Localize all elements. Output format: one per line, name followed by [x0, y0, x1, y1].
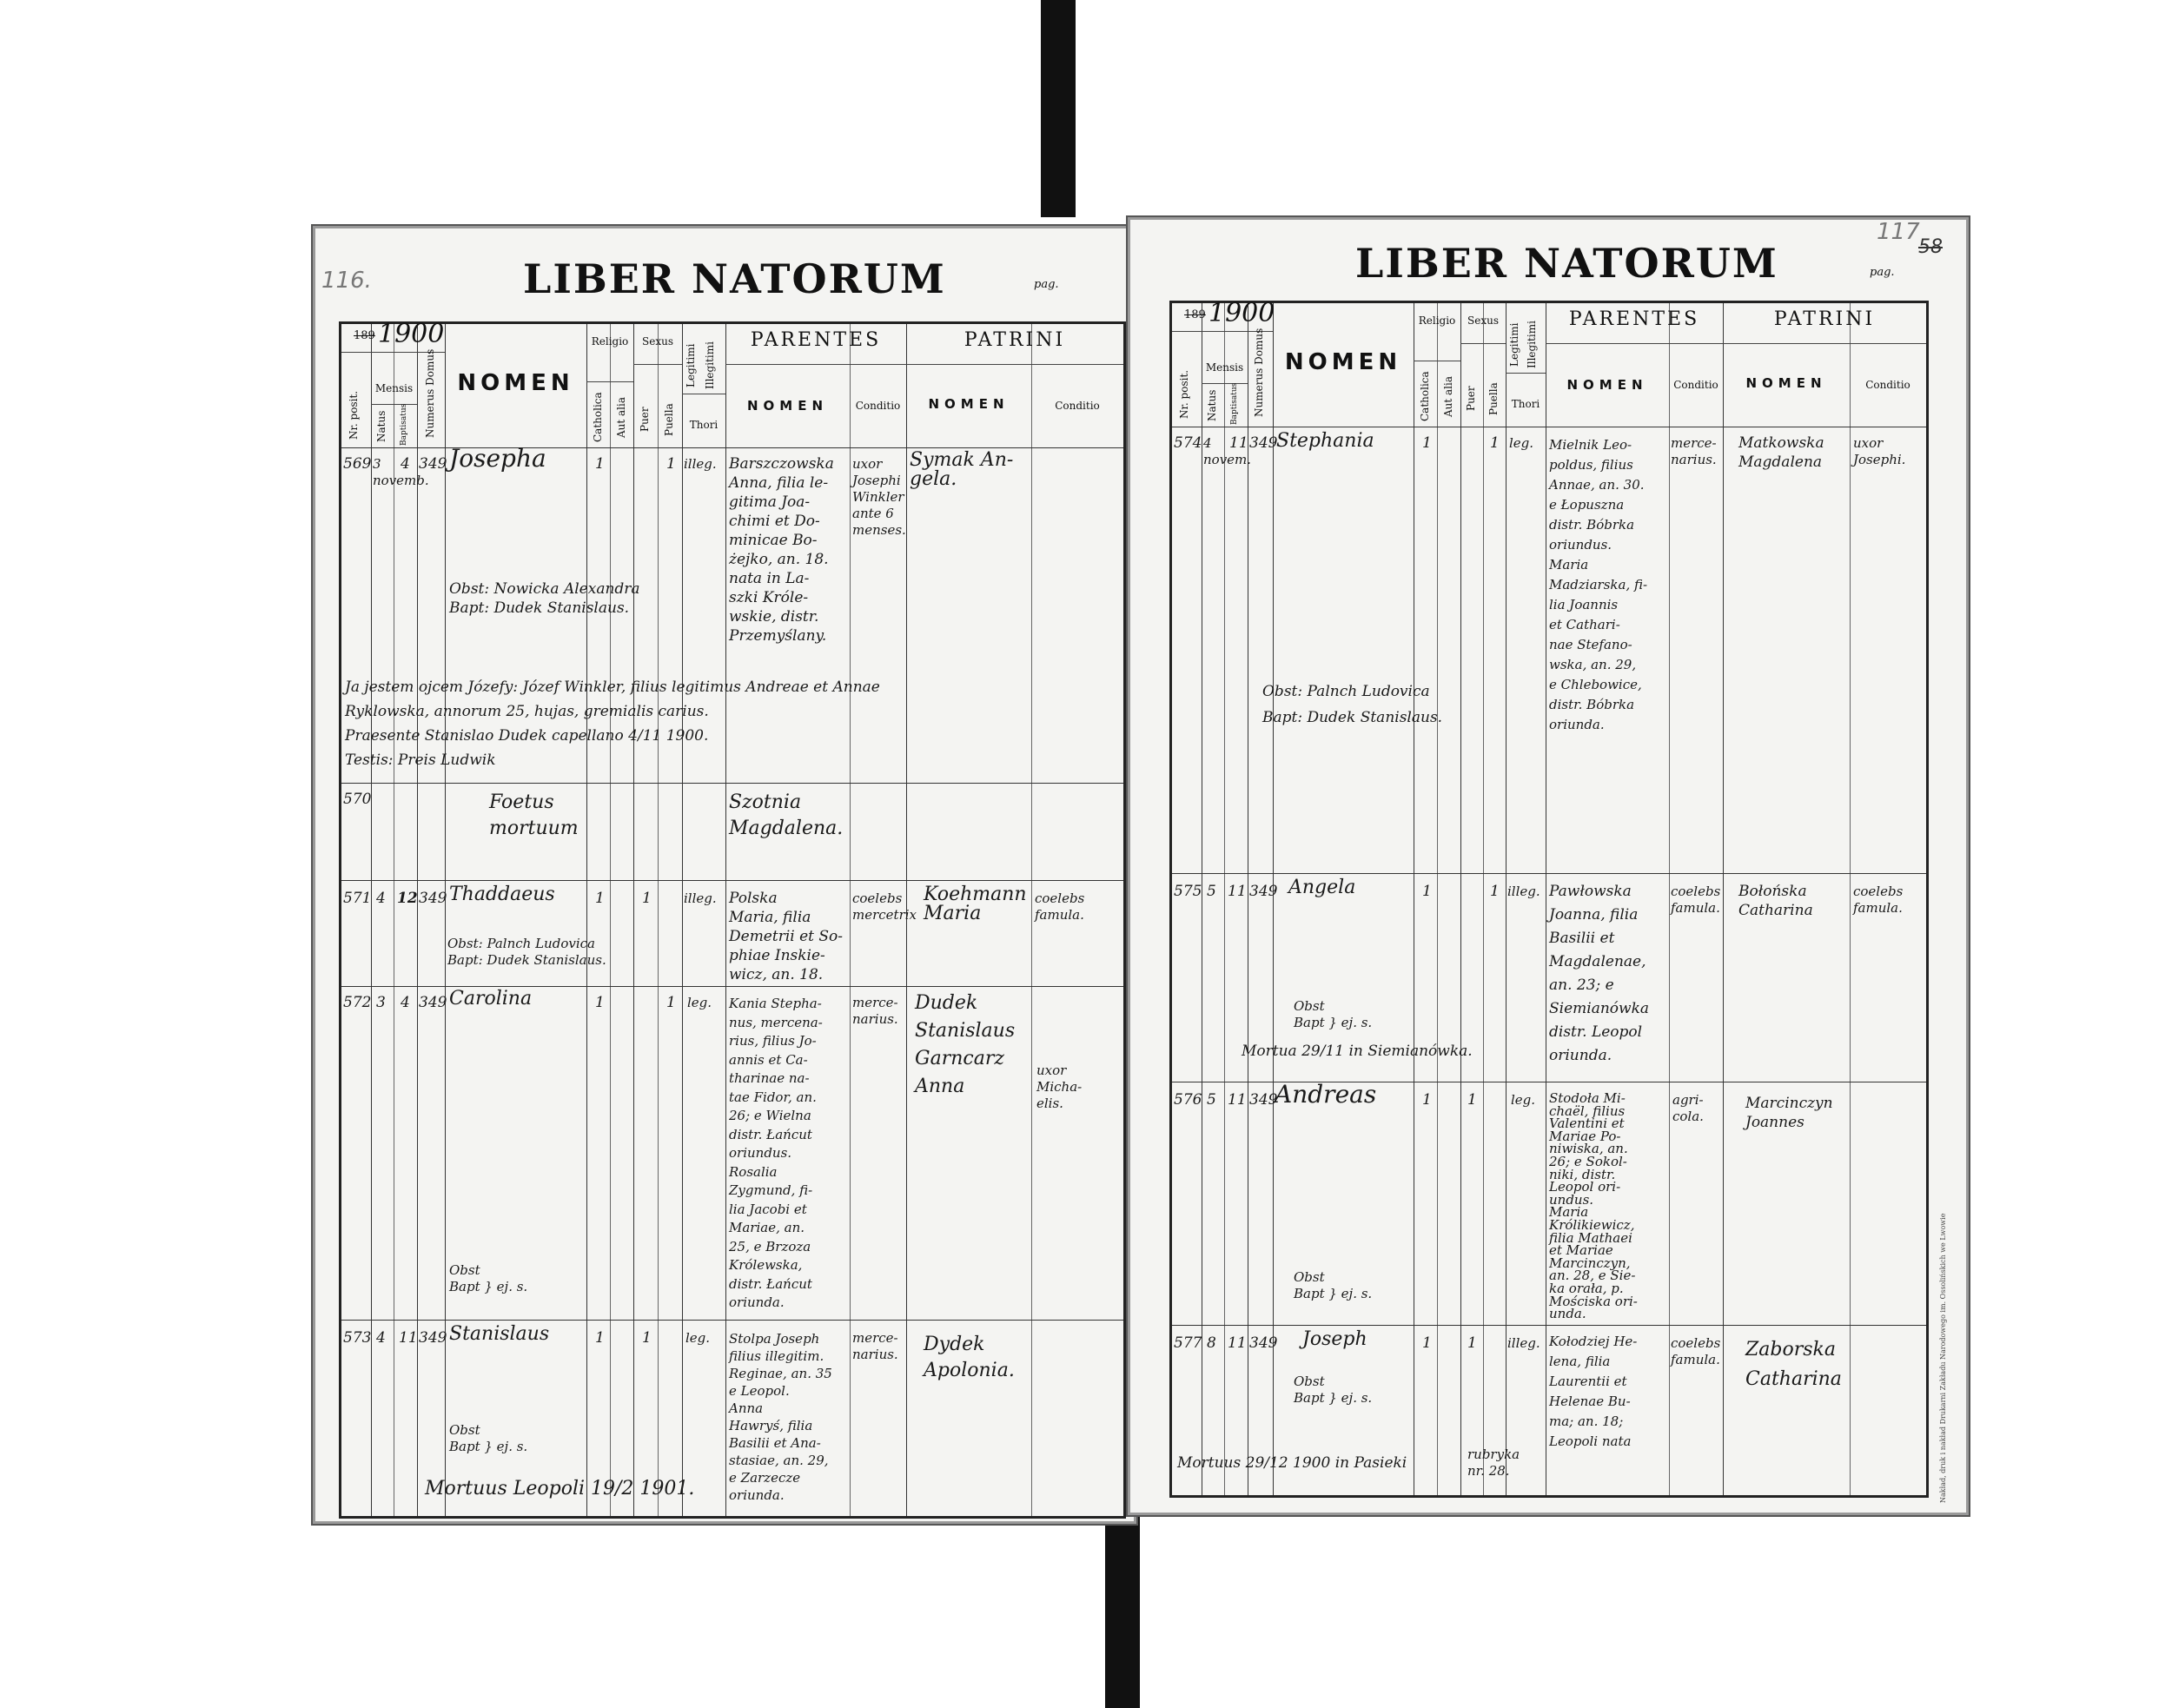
entry-parentes: Pawłowska Joanna, filia Basilii et Magdalenae, an. 23; e Siemianówka distr. Leopol oriunda. [1549, 883, 1650, 1064]
entry-domus: 349 [1249, 883, 1278, 900]
entry-parentes-conditio: merce- narius. [852, 1330, 898, 1362]
entry-domus: 349 [1249, 434, 1278, 452]
entry-nomen: Angela [1288, 877, 1356, 898]
header-baptisatus: Baptisatus [1230, 382, 1239, 425]
entry-catholica: 1 [1422, 1334, 1432, 1352]
header-illegitimi: Illegitimi [704, 341, 716, 390]
entry-domus: 349 [419, 994, 447, 1011]
entry-nomen: Stanislaus [449, 1323, 550, 1345]
entry-nomen: Foetus mortuum [489, 791, 579, 839]
left-pag-label: pag. [1034, 278, 1059, 291]
header-parentes-nomen: NOMEN [1566, 377, 1648, 393]
header-natus: Natus [375, 410, 387, 443]
entry-obstetrix-baptizans: Obst Bapt } ej. s. [1294, 998, 1373, 1030]
entry-annotation: Mortuus Leopoli 19/2 1901. [425, 1478, 695, 1499]
entry-annotation-ref: rubryka nr. 28. [1467, 1447, 1520, 1479]
entry-patrini-conditio: coelebs famula. [1853, 884, 1904, 916]
header-numerus-domus: Numerus Domus [1253, 328, 1265, 418]
entry-nr: 573 [343, 1329, 372, 1347]
entry-legitimi: leg. [1509, 435, 1534, 451]
book-spine-bottom [1105, 1512, 1140, 1708]
header-natus: Natus [1206, 389, 1218, 422]
header-parentes-conditio: Conditio [1673, 379, 1718, 391]
entry-patrini: Dydek Apolonia. [924, 1334, 1015, 1381]
entry-patrini-conditio: uxor Josephi. [1853, 435, 1906, 467]
entry-catholica: 1 [1422, 1091, 1432, 1109]
entry-nomen: Joseph [1302, 1328, 1367, 1350]
right-page-number-old: 58 [1918, 236, 1943, 258]
entry-catholica: 1 [1422, 434, 1432, 452]
book-spine-top [1041, 0, 1076, 217]
header-nomen: NOMEN [457, 370, 574, 396]
entry-parentes: Stolpa Joseph filius illegitim. Reginae, an. 35 e Leopol. Anna Hawryś, filia Basilii et Ana- stasiae, an. 29, e Zarzecze oriunda. [729, 1331, 832, 1503]
entry-parentes-conditio: coelebs famula. [1671, 884, 1721, 916]
entry-domus: 349 [419, 455, 447, 473]
entry-obstetrix-baptizans: Obst Bapt } ej. s. [1294, 1269, 1373, 1301]
entry-natus: 4 [376, 890, 386, 907]
entry-parentes: Stodoła Mi- chaël, filius Valentini et Mariae Po- niwiska, an. 26; e Sokol- niki, distr. Leopol ori- undus. Maria Królikiewicz, filia Mathaei et Mariae Marcinczyn, an. 28, e Sie- ka orała, p. Mościska ori- unda. [1549, 1090, 1638, 1322]
entry-baptisatus: 4 [401, 994, 410, 1011]
header-aut-alia: Aut alia [615, 396, 627, 438]
header-legitimi: Legitimi [685, 343, 697, 388]
header-sexus: Sexus [1467, 314, 1499, 327]
entry-patrini: Bołońska Catharina [1738, 883, 1813, 919]
header-parentes-conditio: Conditio [855, 400, 901, 412]
entry-parentes: Szotnia Magdalena. [729, 791, 844, 839]
entry-nomen: Andreas [1275, 1080, 1377, 1109]
entry-catholica: 1 [595, 1329, 605, 1347]
entry-baptisatus: 11 [1228, 883, 1247, 900]
entry-parentes: Polska Maria, filia Demetrii et So- phiae Inskie- wicz, an. 18. [729, 890, 844, 983]
entry-legitimi: illeg. [684, 456, 717, 472]
header-patrini-nomen: NOMEN [928, 396, 1010, 412]
entry-legitimi: illeg. [1507, 884, 1540, 899]
header-mensis: Mensis [374, 382, 414, 394]
entry-baptisatus: 12 [397, 890, 418, 907]
entry-baptisatus: 4 [401, 455, 410, 473]
right-page [1126, 215, 1970, 1517]
entry-natus: 3 [376, 994, 386, 1011]
entry-patrini: Koehmann Maria [924, 884, 1027, 924]
entry-natus: 5 [1207, 1091, 1216, 1109]
entry-annotation: Ja jestem ojcem Józefy: Józef Winkler, filius legitimus Andreae et Annae Ryklowska, annorum 25, hujas, gremialis carius. Praesente Stanislao Dudek capellano 4/11 1900. Testis: Preis Ludwik [345, 679, 880, 769]
entry-puella: 1 [1490, 434, 1500, 452]
entry-natus: 5 [1207, 883, 1216, 900]
header-nr-posit: Nr. posit. [1178, 369, 1190, 420]
header-parentes: PARENTES [1568, 308, 1700, 330]
header-legitimi: Legitimi [1508, 322, 1520, 367]
entry-patrini: Matkowska Magdalena [1738, 434, 1824, 471]
entry-nr: 574 [1174, 434, 1202, 452]
entry-obstetrix-baptizans: Obst Bapt } ej. s. [1294, 1374, 1373, 1406]
header-baptisatus: Baptisatus [400, 403, 408, 446]
entry-nr: 575 [1174, 883, 1202, 900]
entry-catholica: 1 [1422, 883, 1432, 900]
entry-parentes-conditio: agri- cola. [1672, 1092, 1704, 1124]
entry-puella: 1 [1490, 883, 1500, 900]
header-sexus: Sexus [642, 335, 673, 348]
header-numerus-domus: Numerus Domus [424, 348, 436, 439]
entry-domus: 349 [1249, 1091, 1278, 1109]
entry-puer: 1 [642, 1329, 652, 1347]
header-parentes-nomen: NOMEN [746, 398, 829, 414]
entry-domus: 349 [419, 890, 447, 907]
entry-baptisatus: 11 [1229, 434, 1248, 452]
year-written: 1900 [378, 319, 445, 349]
header-puella: Puella [1487, 382, 1500, 415]
entry-patrini: Zaborska Catharina [1745, 1339, 1842, 1390]
entry-patrini: Dudek Stanislaus Garncarz Anna [915, 992, 1016, 1097]
entry-puella: 1 [666, 455, 676, 473]
entry-nomen: Stephania [1276, 430, 1374, 452]
entry-catholica: 1 [595, 890, 605, 907]
right-register-table [1169, 298, 1929, 1498]
right-pag-label: pag. [1870, 266, 1895, 279]
entry-baptisatus: 11 [399, 1329, 418, 1347]
left-register-table [339, 321, 1126, 1519]
printer-note: Nakład, druk i nakład Drukarni Zakładu Narodowego im. Ossolińskich we Lwowie [1939, 1213, 1947, 1503]
entry-patrini-conditio: uxor Micha- elis. [1036, 1063, 1083, 1111]
entry-obstetrix-baptizans: Obst Bapt } ej. s. [449, 1422, 528, 1454]
entry-puer: 1 [642, 890, 652, 907]
header-nr-posit: Nr. posit. [348, 390, 360, 440]
year-prefix: 189 [354, 329, 375, 342]
header-aut-alia: Aut alia [1442, 375, 1454, 417]
entry-domus: 349 [1249, 1334, 1278, 1352]
entry-natus: 4 [376, 1329, 386, 1347]
entry-parentes-conditio: coelebs famula. [1671, 1335, 1721, 1367]
entry-natus: 8 [1207, 1334, 1216, 1352]
entry-nomen: Josepha [449, 444, 546, 473]
header-illegitimi: Illegitimi [1526, 321, 1538, 369]
entry-legitimi: illeg. [1507, 1335, 1540, 1351]
header-puer: Puer [1465, 386, 1477, 412]
entry-parentes-conditio: merce- narius. [852, 995, 898, 1027]
header-puella: Puella [663, 403, 675, 436]
entry-puer: 1 [1467, 1091, 1477, 1109]
header-thori: Thori [1511, 398, 1540, 410]
entry-legitimi: illeg. [684, 890, 717, 906]
entry-catholica: 1 [595, 994, 605, 1011]
entry-baptisatus: 11 [1228, 1334, 1247, 1352]
entry-patrini: Symak An- gela. [910, 449, 1014, 490]
entry-parentes: Kołodziej He- lena, filia Laurentii et Helenae Bu- ma; an. 18; Leopoli nata [1549, 1334, 1638, 1449]
left-page-number: 116. [321, 268, 372, 294]
entry-parentes: Barszczowska Anna, filia le- gitima Joa- chimi et Do- minicae Bo- żejko, an. 18. nata in La- szki Króle- wskie, distr. Przemyślany. [729, 455, 834, 645]
header-patrini-nomen: NOMEN [1745, 375, 1827, 391]
entry-obstetrix-baptizans: Obst: Palnch Ludovica Bapt: Dudek Stanislaus. [1262, 683, 1443, 726]
entry-obstetrix-baptizans: Obst: Nowicka Alexandra Bapt: Dudek Stanislaus. [449, 580, 640, 617]
left-page-title: LIBER NATORUM [523, 255, 946, 302]
entry-domus: 349 [419, 1329, 447, 1347]
entry-nr: 577 [1174, 1334, 1202, 1352]
entry-nr: 572 [343, 994, 372, 1011]
header-patrini: PATRINI [1773, 308, 1876, 330]
entry-patrini-conditio: coelebs famula. [1035, 890, 1085, 923]
right-page-title: LIBER NATORUM [1355, 240, 1778, 287]
entry-nomen: Thaddaeus [449, 884, 555, 905]
header-nomen: NOMEN [1284, 349, 1402, 375]
header-patrini-conditio: Conditio [1865, 379, 1910, 391]
entry-annotation: Mortua 29/11 in Siemianówka. [1242, 1043, 1473, 1060]
header-mensis: Mensis [1205, 361, 1244, 374]
entry-catholica: 1 [595, 455, 605, 473]
left-page [311, 224, 1138, 1526]
entry-puer: 1 [1467, 1334, 1477, 1352]
header-parentes: PARENTES [750, 329, 882, 351]
right-page-number: 117 [1877, 219, 1920, 245]
entry-nr: 576 [1174, 1091, 1202, 1109]
entry-obstetrix-baptizans: Obst: Palnch Ludovica Bapt: Dudek Stanislaus. [447, 936, 606, 968]
header-puer: Puer [639, 407, 651, 433]
entry-legitimi: leg. [685, 1330, 711, 1346]
entry-puella: 1 [666, 994, 676, 1011]
entry-parentes-conditio: merce- narius. [1671, 435, 1717, 467]
header-religio: Religio [591, 335, 629, 348]
entry-parentes: Kania Stepha- nus, mercena- rius, filius Jo- annis et Ca- tharinae na- tae Fidor, an. 26; e Wielna distr. Łańcut oriundus. Rosalia Zygmund, fi- lia Jacobi et Mariae, an. 25, e Brzoza Królewska, distr. Łańcut oriunda. [729, 996, 823, 1310]
entry-parentes: Mielnik Leo- poldus, filius Annae, an. 30. e Łopuszna distr. Bóbrka oriundus. Maria Madziarska, fi- lia Joannis et Cathari- nae Stefano- wska, an. 29, e Chlebowice, distr. Bóbrka oriunda. [1549, 437, 1648, 732]
year-written: 1900 [1209, 298, 1275, 328]
header-catholica: Catholica [592, 392, 604, 442]
entry-parentes-conditio: coelebs mercetrix [852, 890, 917, 923]
entry-natus: 4 novem. [1203, 435, 1252, 467]
entry-parentes-conditio: uxor Josephi Winkler ante 6 menses. [852, 456, 906, 538]
header-religio: Religio [1418, 314, 1456, 327]
entry-nr: 571 [343, 890, 372, 907]
entry-obstetrix-baptizans: Obst Bapt } ej. s. [449, 1262, 528, 1294]
entry-patrini: Marcinczyn Joannes [1745, 1095, 1833, 1131]
entry-legitimi: leg. [687, 995, 712, 1010]
entry-annotation: Mortuus 29/12 1900 in Pasieki [1177, 1454, 1407, 1472]
header-patrini-conditio: Conditio [1055, 400, 1100, 412]
entry-natus: 3 novemb. [373, 456, 429, 488]
entry-nr: 570 [343, 791, 372, 808]
entry-legitimi: leg. [1511, 1092, 1536, 1108]
header-thori: Thori [689, 419, 718, 431]
header-catholica: Catholica [1419, 371, 1431, 421]
year-prefix: 189 [1184, 308, 1206, 321]
entry-baptisatus: 11 [1228, 1091, 1247, 1109]
header-patrini: PATRINI [963, 329, 1066, 351]
entry-nomen: Carolina [449, 988, 533, 1010]
entry-nr: 569 [343, 455, 372, 473]
